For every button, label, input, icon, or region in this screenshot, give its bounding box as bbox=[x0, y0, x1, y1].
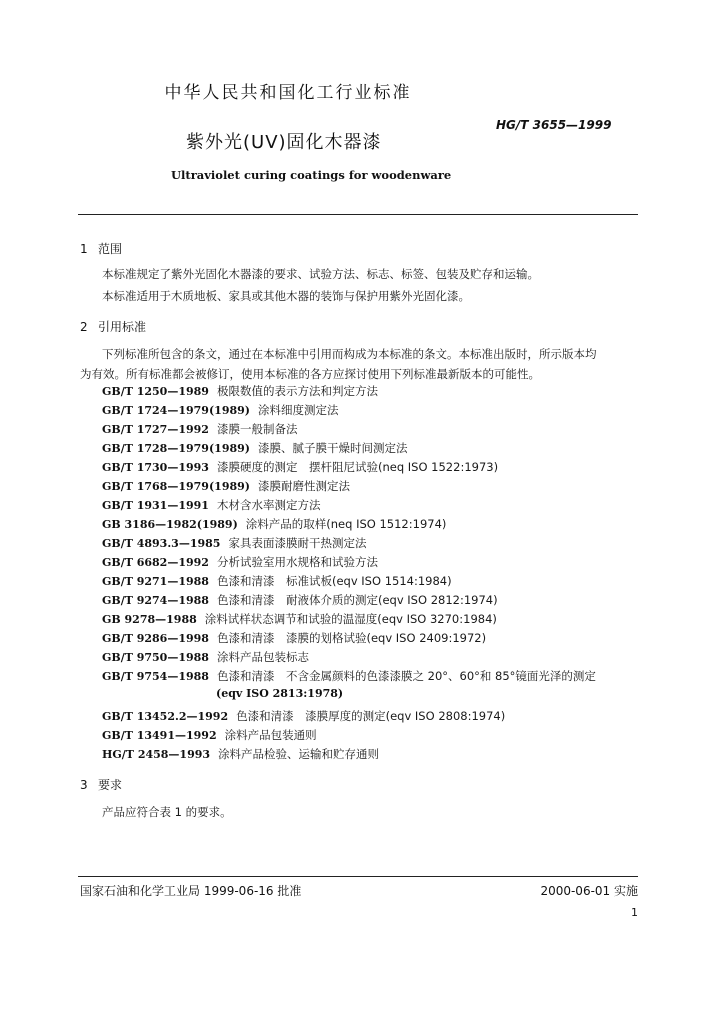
section-3-heading bbox=[80, 776, 122, 793]
reference-item bbox=[102, 402, 338, 418]
reference-code: GB/T 13452.2—1992 bbox=[102, 710, 229, 723]
reference-item bbox=[102, 611, 497, 627]
section-title: 引用标准 bbox=[98, 320, 147, 334]
reference-item bbox=[102, 478, 350, 494]
section-1-heading bbox=[80, 240, 122, 257]
reference-item bbox=[102, 649, 309, 665]
reference-item bbox=[102, 497, 320, 513]
footer-rule bbox=[78, 876, 638, 877]
standard-type: 中华人民共和国化工行业标准 bbox=[164, 83, 412, 103]
reference-code: GB/T 9271—1988 bbox=[102, 575, 209, 588]
reference-title: 极限数值的表示方法和判定方法 bbox=[216, 384, 378, 398]
paragraph-continuation: 为有效。所有标准都会被修订，使用本标准的各方应探讨使用下列标准最新版本的可能性。 bbox=[80, 367, 540, 381]
reference-code: GB/T 9754—1988 bbox=[102, 670, 209, 683]
reference-title: 漆膜、腻子膜干燥时间测定法 bbox=[257, 441, 408, 455]
reference-code: GB/T 1724—1979(1989) bbox=[102, 404, 250, 417]
reference-title: 家具表面漆膜耐干热测定法 bbox=[228, 536, 367, 550]
paragraph: 本标准适用于木质地板、家具或其他木器的装饰与保护用紫外光固化漆。 bbox=[102, 289, 470, 303]
title-english: Ultraviolet curing coatings for woodenware bbox=[171, 168, 452, 182]
section-number: 2 bbox=[80, 320, 88, 334]
header-rule bbox=[78, 214, 638, 215]
reference-item bbox=[102, 459, 498, 475]
reference-code: GB/T 1931—1991 bbox=[102, 499, 209, 512]
reference-code: GB/T 9274—1988 bbox=[102, 594, 209, 607]
reference-item bbox=[102, 668, 596, 684]
effective-date: 2000-06-01 实施 bbox=[540, 884, 638, 898]
reference-title: 漆膜耐磨性测定法 bbox=[257, 479, 350, 493]
reference-title: 涂料产品包装标志 bbox=[216, 650, 309, 664]
reference-title: 色漆和清漆 标准试板(eqv ISO 1514:1984) bbox=[216, 574, 452, 588]
section-title: 要求 bbox=[98, 778, 123, 792]
reference-code: GB/T 4893.3—1985 bbox=[102, 537, 221, 550]
paragraph: 产品应符合表 1 的要求。 bbox=[102, 805, 232, 819]
reference-code: GB/T 1727—1992 bbox=[102, 423, 209, 436]
reference-title: 色漆和清漆 漆膜厚度的测定(eqv ISO 2808:1974) bbox=[236, 709, 506, 723]
standard-code: HG/T 3655—1999 bbox=[496, 118, 612, 132]
reference-code: GB/T 1730—1993 bbox=[102, 461, 209, 474]
reference-item bbox=[102, 554, 378, 570]
reference-code: GB/T 9750—1988 bbox=[102, 651, 209, 664]
reference-title: 分析试验室用水规格和试验方法 bbox=[216, 555, 378, 569]
title-chinese: 紫外光(UV)固化木器漆 bbox=[186, 132, 382, 153]
reference-item bbox=[102, 535, 366, 551]
reference-title: 涂料细度测定法 bbox=[257, 403, 339, 417]
reference-title: 涂料产品检验、运输和贮存通则 bbox=[218, 747, 380, 761]
reference-continuation: (eqv ISO 2813:1978) bbox=[216, 687, 344, 700]
reference-code: GB/T 6682—1992 bbox=[102, 556, 209, 569]
reference-code: GB/T 1250—1989 bbox=[102, 385, 209, 398]
reference-title: 木材含水率测定方法 bbox=[216, 498, 321, 512]
reference-item bbox=[102, 440, 407, 456]
reference-code: GB/T 1768—1979(1989) bbox=[102, 480, 250, 493]
reference-item bbox=[102, 573, 452, 589]
reference-item bbox=[102, 630, 486, 646]
reference-item bbox=[102, 592, 498, 608]
section-2-heading bbox=[80, 318, 146, 335]
reference-title: 涂料试样状态调节和试验的温湿度(eqv ISO 3270:1984) bbox=[204, 612, 497, 626]
reference-title: 涂料产品的取样(neq ISO 1512:1974) bbox=[245, 517, 447, 531]
paragraph: 本标准规定了紫外光固化木器漆的要求、试验方法、标志、标签、包装及贮存和运输。 bbox=[102, 267, 539, 281]
reference-item bbox=[102, 421, 297, 437]
reference-code: HG/T 2458—1993 bbox=[102, 748, 211, 761]
reference-title: 涂料产品包装通则 bbox=[224, 728, 317, 742]
reference-item bbox=[102, 708, 505, 724]
section-number: 3 bbox=[80, 778, 88, 792]
section-title: 范围 bbox=[98, 242, 123, 256]
reference-code: GB 9278—1988 bbox=[102, 613, 197, 626]
reference-code: GB/T 13491—1992 bbox=[102, 729, 217, 742]
reference-code: GB/T 1728—1979(1989) bbox=[102, 442, 250, 455]
page-number: 1 bbox=[631, 906, 638, 919]
reference-code: GB/T 9286—1998 bbox=[102, 632, 209, 645]
paragraph: 下列标准所包含的条文，通过在本标准中引用而构成为本标准的条文。本标准出版时，所示版本均 bbox=[102, 347, 597, 361]
reference-title: 色漆和清漆 不含金属颜料的色漆漆膜之 20°、60°和 85°镜面光泽的测定 bbox=[216, 669, 596, 683]
approval-date: 国家石油和化学工业局 1999-06-16 批准 bbox=[80, 884, 302, 898]
reference-item bbox=[102, 727, 317, 743]
reference-item bbox=[102, 383, 378, 399]
reference-title: 色漆和清漆 漆膜的划格试验(eqv ISO 2409:1972) bbox=[216, 631, 487, 645]
reference-title: 漆膜一般制备法 bbox=[216, 422, 298, 436]
section-number: 1 bbox=[80, 242, 88, 256]
reference-item bbox=[102, 746, 379, 762]
reference-code: GB 3186—1982(1989) bbox=[102, 518, 238, 531]
reference-title: 色漆和清漆 耐液体介质的测定(eqv ISO 2812:1974) bbox=[216, 593, 498, 607]
reference-item bbox=[102, 516, 446, 532]
reference-title: 漆膜硬度的测定 摆杆阻尼试验(neq ISO 1522:1973) bbox=[216, 460, 499, 474]
